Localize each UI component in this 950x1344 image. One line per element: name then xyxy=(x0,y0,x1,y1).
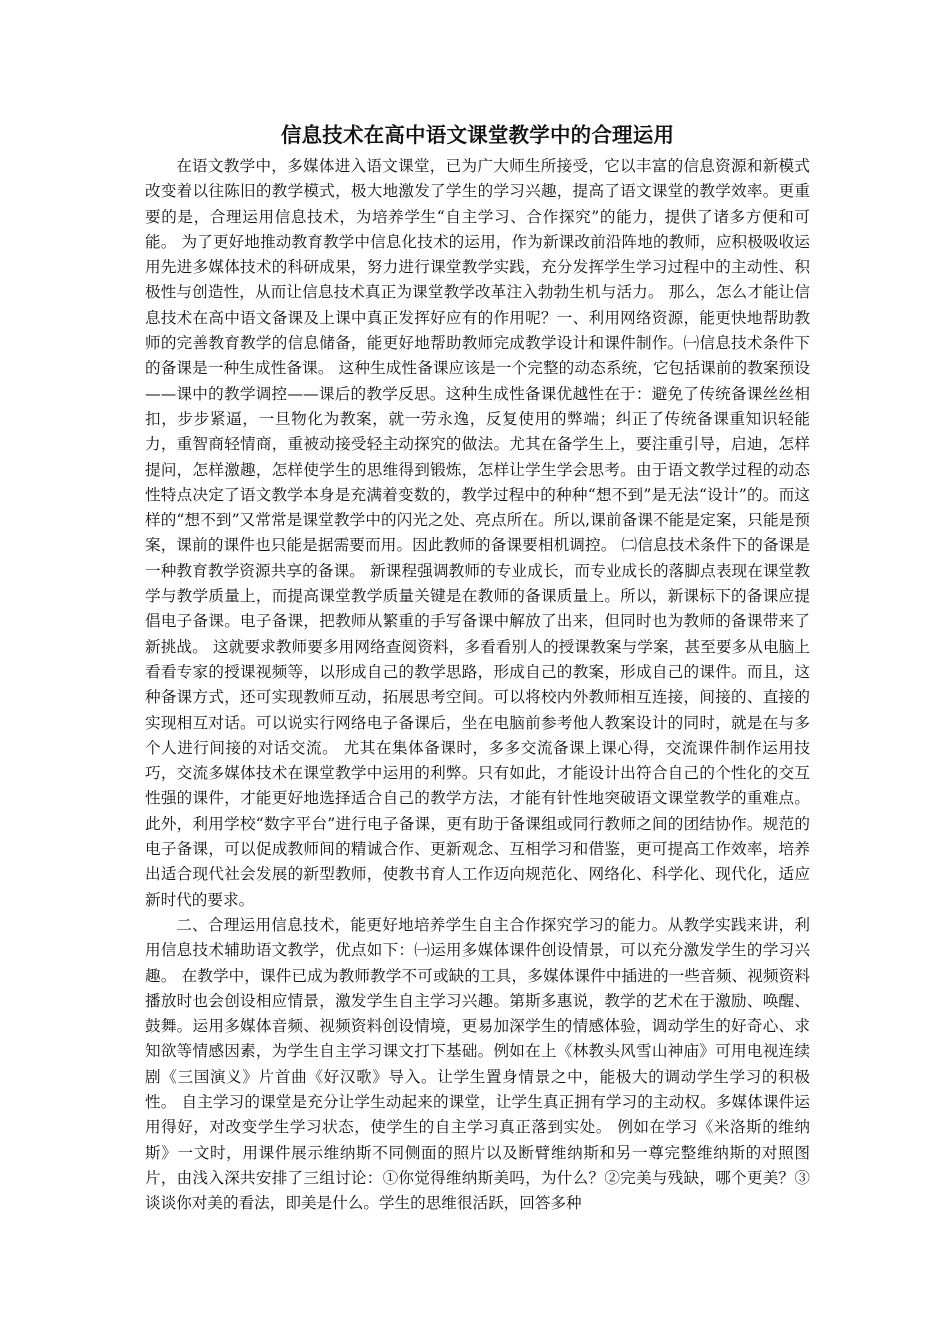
paragraph-1: 在语文教学中，多媒体进入语文课堂，已为广大师生所接受，它以丰富的信息资源和新模式改变着以往陈旧的教学模式，极大地激发了学生的学习兴趣，提高了语文课堂的教学效率。更重要的是，合理运用信息技术，为培养学生“自主学习、合作探究”的能力，提供了诸多方便和可能。 为了更好地推动教育教学中信息化技术的运用，作为新课改前沿阵地的教师，应积极吸收运用先进多媒体技术的科研成果，努力进行课堂教学实践，充分发挥学生学习过程中的主动性、积极性与创造性，从而让信息技术真正为课堂教学改革注入勃勃生机与活力。 那么，怎么才能让信息技术在高中语文备课及上课中真正发挥好应有的作用呢？一、利用网络资源，能更快地帮助教师的完善教育教学的信息储备，能更好地帮助教师完成教学设计和课件制作。㈠信息技术条件下的备课是一种生成性备课。 这种生成性备课应该是一个完整的动态系统，它包括课前的教案预设——课中的教学调控——课后的教学反思。这种生成性备课优越性在于：避免了传统备课丝丝相扣，步步紧逼，一旦物化为教案，就一劳永逸，反复使用的弊端；纠正了传统备课重知识轻能力，重智商轻情商，重被动接受轻主动探究的做法。尤其在备学生上，要注重引导，启迪，怎样提问，怎样激趣，怎样使学生的思维得到锻炼，怎样让学生学会思考。由于语文教学过程的动态性特点决定了语文教学本身是充满着变数的，教学过程中的种种“想不到”是无法“设计”的。而这样的“想不到”又常常是课堂教学中的闪光之处、亮点所在。所以,课前备课不能是定案，只能是预案，课前的课件也只能是据需要而用。因此教师的备课要相机调控。 ㈡信息技术条件下的备课是一种教育教学资源共享的备课。 新课程强调教师的专业成长，而专业成长的落脚点表现在课堂教学与教学质量上，而提高课堂教学质量关键是在教师的备课质量上。所以，新课标下的备课应提倡电子备课。电子备课，把教师从繁重的手写备课中解放了出来，但同时也为教师的备课带来了新挑战。 这就要求教师要多用网络查阅资料，多看看别人的授课教案与学案，甚至要多从电脑上看看专家的授课视频等，以形成自己的教学思路，形成自己的教案，形成自己的课件。而且，这种备课方式，还可实现教师互动，拓展思考空间。可以将校内外教师相互连接，间接的、直接的实现相互对话。可以说实行网络电子备课后，坐在电脑前参考他人教案设计的同时，就是在与多个人进行间接的对话交流。 尤其在集体备课时，多多交流备课上课心得，交流课件制作运用技巧，交流多媒体技术在课堂教学中运用的利弊。只有如此，才能设计出符合自己的个性化的交互性强的课件，才能更好地选择适合自己的教学方法，才能有针性地突破语文课堂教学的重难点。 此外，利用学校“数字平台”进行电子备课，更有助于备课组或同行教师之间的团结协作。规范的电子备课，可以促成教师间的精诚合作、更新观念、互相学习和借鉴，更可提高工作效率，培养出适合现代社会发展的新型教师，使教书育人工作迈向规范化、网络化、科学化、现代化，适应新时代的要求。 xyxy=(145,157,810,909)
paragraph-2: 二、合理运用信息技术，能更好地培养学生自主合作探究学习的能力。从教学实践来讲，利用信息技术辅助语文教学，优点如下：㈠运用多媒体课件创设情景，可以充分激发学生的学习兴趣。 在教学中，课件已成为教师教学不可或缺的工具，多媒体课件中插进的一些音频、视频资料播放时也会创设相应情景，激发学生自主学习兴趣。第斯多惠说，教学的艺术在于激励、唤醒、鼓舞。运用多媒体音频、视频资料创设情境，更易加深学生的情感体验，调动学生的好奇心、求知欲等情感因素，为学生自主学习课文打下基础。例如在上《林教头风雪山神庙》可用电视连续剧《三国演义》片首曲《好汉歌》导入。让学生置身情景之中，能极大的调动学生学习的积极性。 自主学习的课堂是充分让学生动起来的课堂，让学生真正拥有学习的主动权。多媒体课件运用得好，对改变学生学习状态，使学生的自主学习真正落到实处。 例如在学习《米洛斯的维纳斯》一文时，用课件展示维纳斯不同侧面的照片以及断臂维纳斯和另一尊完整维纳斯的对照图片，由浅入深共安排了三组讨论：①你觉得维纳斯美吗，为什么？②完美与残缺，哪个更美？③谈谈你对美的看法，即美是什么。学生的思维很活跃，回答多种 xyxy=(145,915,810,1213)
document-body xyxy=(145,118,810,1216)
document-title: 信息技术在高中语文课堂教学中的合理运用 xyxy=(280,123,675,147)
